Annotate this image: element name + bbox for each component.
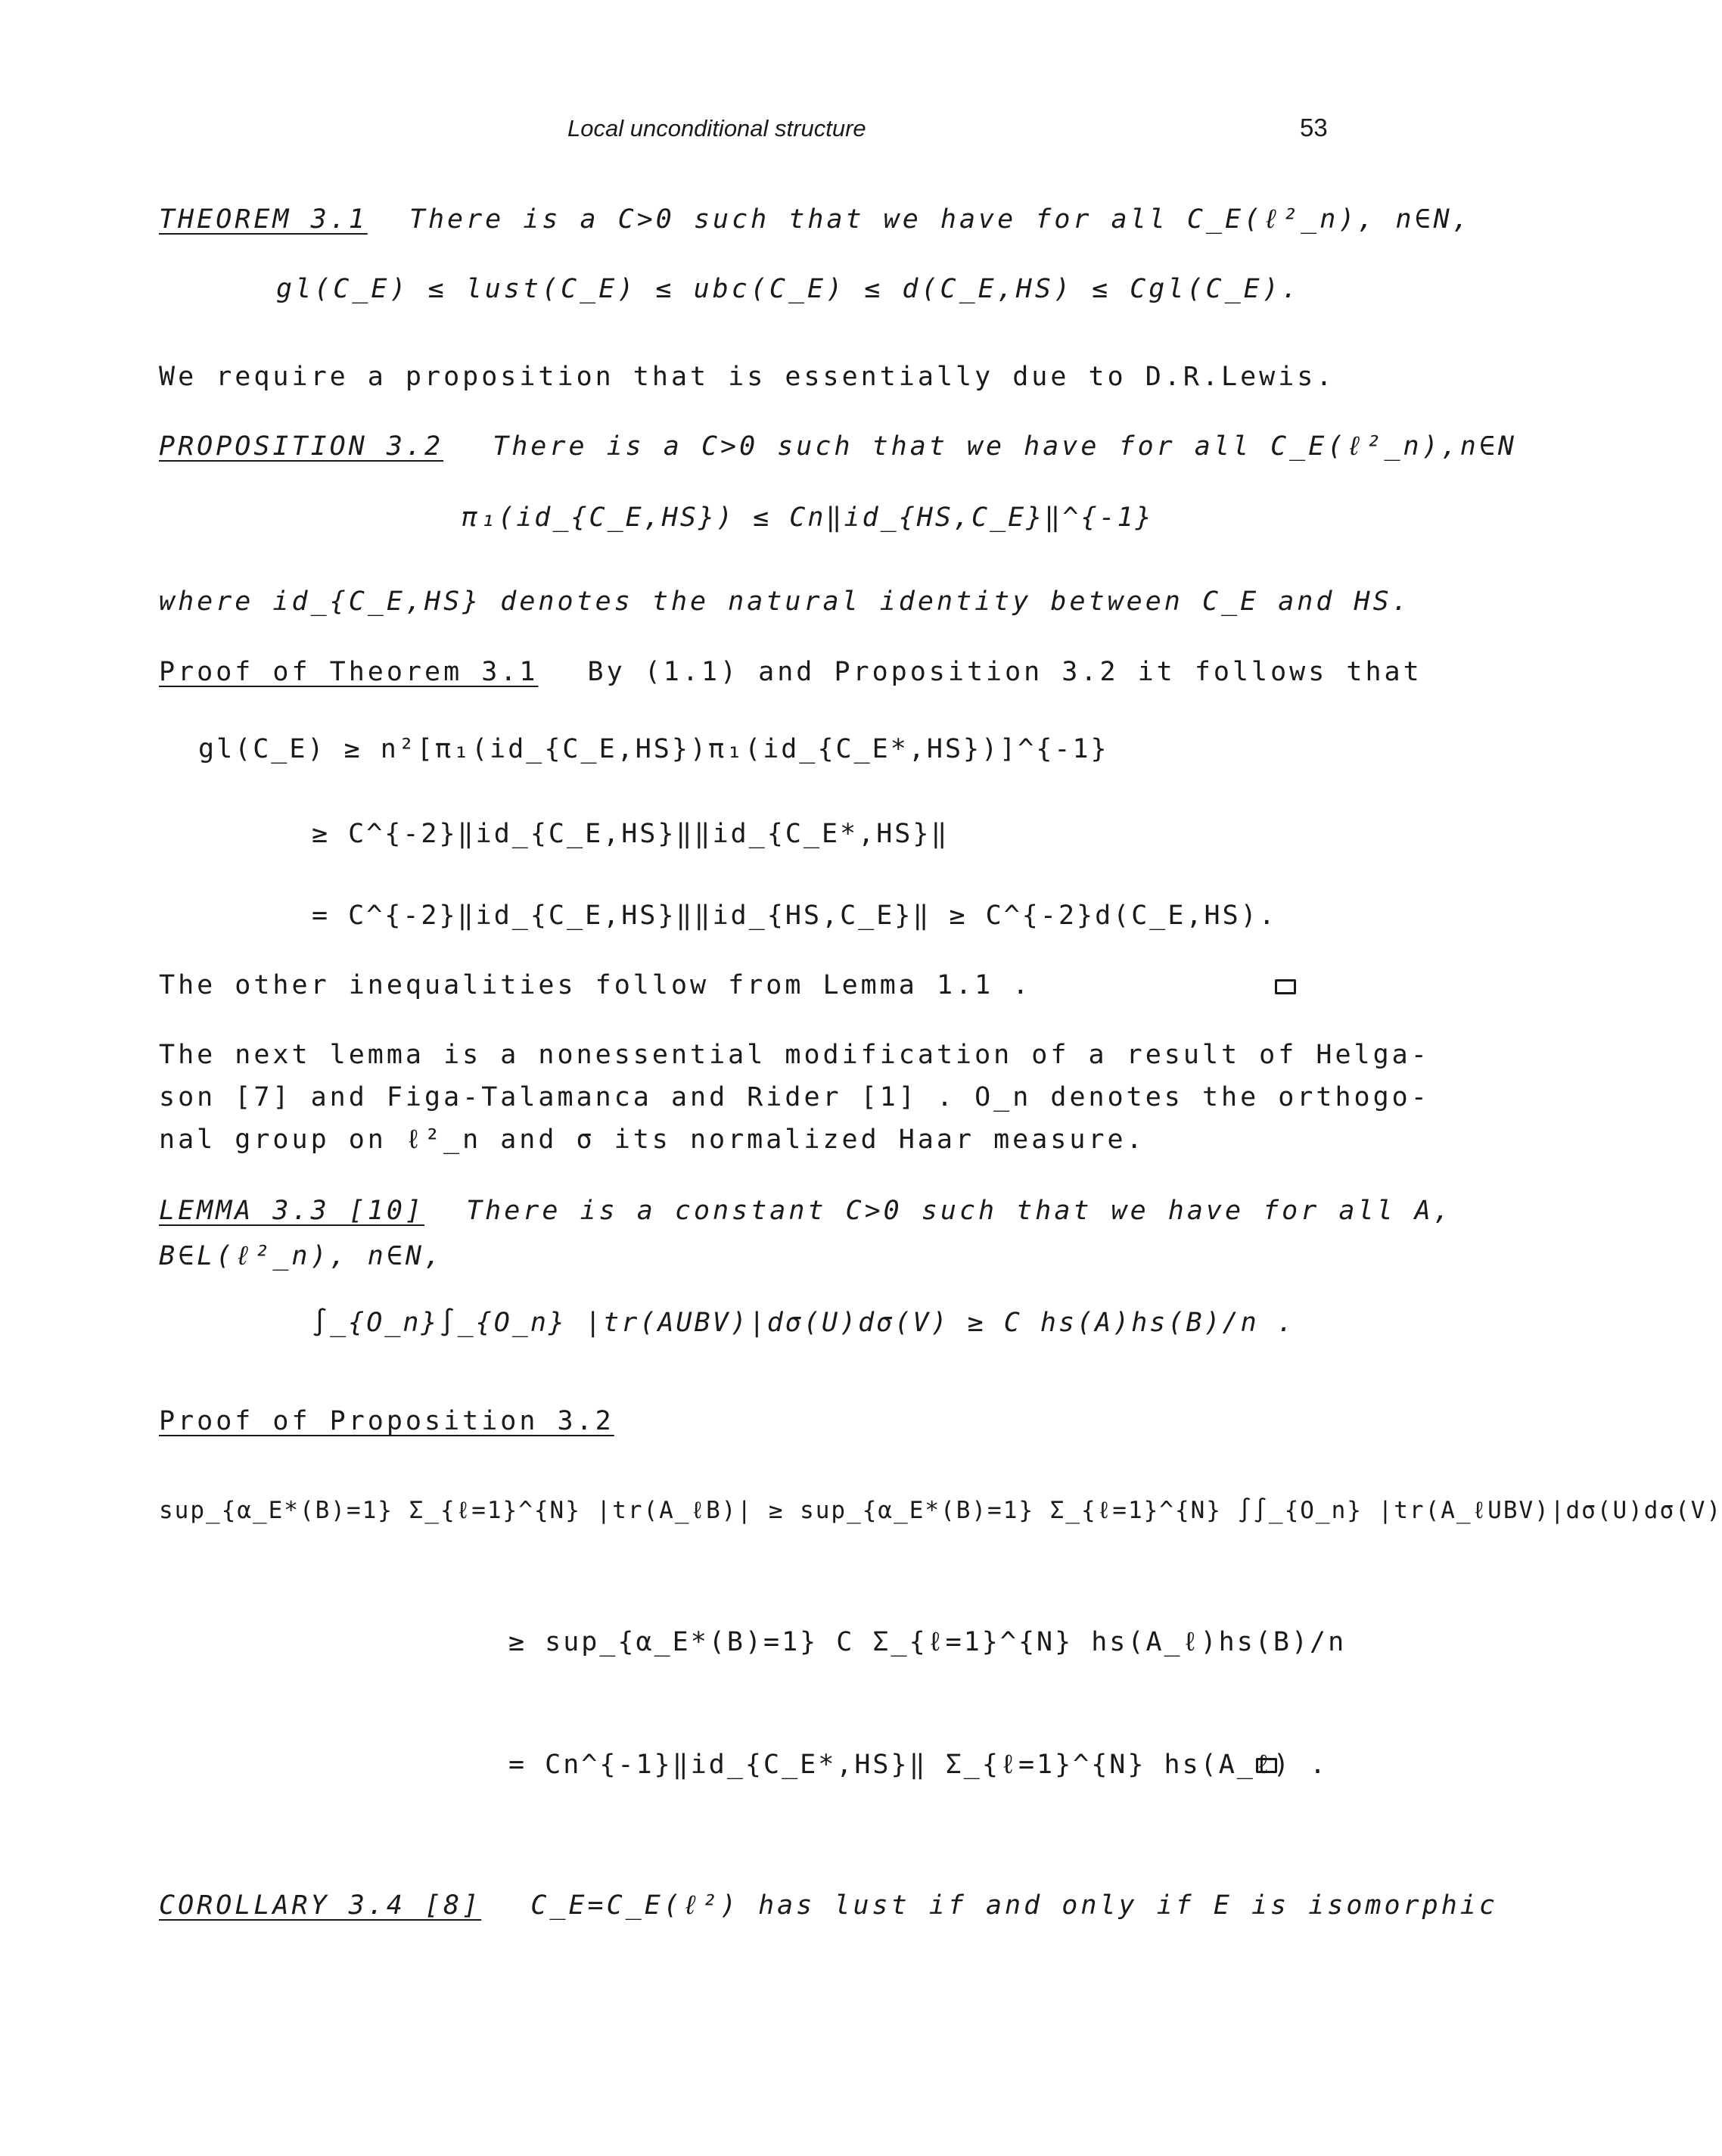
proof-label: Proof of Theorem 3.1	[159, 657, 539, 687]
lemma-intro-line-3: nal group on ℓ²_n and σ its normalized Haar measure.	[159, 1125, 1145, 1155]
proposition-statement: There is a C>0 such that we have for all C_E(ℓ²_n),n∈N	[493, 431, 1517, 462]
lemma-label: LEMMA 3.3 [10]	[159, 1196, 425, 1226]
proof-line-2: ≥ C^{-2}‖id_{C_E,HS}‖‖id_{C_E*,HS}‖	[312, 819, 950, 849]
proposition-where: where id_{C_E,HS} denotes the natural identity between C_E and HS.	[159, 586, 1411, 617]
qed-symbol	[1256, 1758, 1277, 1773]
page-number: 53	[1300, 114, 1328, 142]
lewis-line: We require a proposition that is essentially due to D.R.Lewis.	[159, 362, 1335, 392]
corollary-statement: C_E=C_E(ℓ²) has lust if and only if E is isomorphic	[530, 1890, 1498, 1921]
proof-intro: By (1.1) and Proposition 3.2 it follows that	[587, 657, 1422, 687]
lemma-inequality: ∫_{O_n}∫_{O_n} |tr(AUBV)|dσ(U)dσ(V) ≥ C hs(A)hs(B)/n .	[312, 1308, 1295, 1338]
lemma-3-3	[159, 1196, 1453, 1226]
theorem-3-1	[159, 204, 1472, 236]
theorem-inequality: gl(C_E) ≤ lust(C_E) ≤ ubc(C_E) ≤ d(C_E,HS) ≤ Cgl(C_E).	[276, 274, 1301, 304]
theorem-statement: There is a C>0 such that we have for all C_E(ℓ²_n), n∈N,	[409, 204, 1472, 235]
lemma-statement-1: There is a constant C>0 such that we have for all A,	[466, 1196, 1453, 1226]
lemma-intro-line-1: The next lemma is a nonessential modification of a result of Helga-	[159, 1040, 1430, 1070]
proof-prop-line-1: sup_{α_E*(B)=1} Σ_{ℓ=1}^{N} |tr(A_ℓB)| ≥ sup_{α_E*(B)=1} Σ_{ℓ=1}^{N} ∫∫_{O_n} |tr(A_ℓUBV)|dσ(U)dσ(V)	[159, 1497, 1722, 1524]
proposition-inequality: π₁(id_{C_E,HS}) ≤ Cn‖id_{HS,C_E}‖^{-1}	[462, 502, 1154, 533]
theorem-label: THEOREM 3.1	[159, 204, 368, 235]
proposition-label: PROPOSITION 3.2	[159, 431, 444, 462]
proof-line-1: gl(C_E) ≥ n²[π₁(id_{C_E,HS})π₁(id_{C_E*,HS})]^{-1}	[198, 734, 1109, 764]
proof-prop-line-3: = Cn^{-1}‖id_{C_E*,HS}‖ Σ_{ℓ=1}^{N} hs(A_ℓ) .	[508, 1750, 1329, 1780]
proof-closing: The other inequalities follow from Lemma 1.1 .	[159, 970, 1032, 1000]
corollary-3-4	[159, 1890, 1498, 1922]
proof-prop-line-2: ≥ sup_{α_E*(B)=1} C Σ_{ℓ=1}^{N} hs(A_ℓ)hs(B)/n	[508, 1627, 1347, 1657]
corollary-label: COROLLARY 3.4 [8]	[159, 1890, 482, 1921]
proof-prop-label: Proof of Proposition 3.2	[159, 1406, 614, 1436]
running-title: Local unconditional structure	[567, 115, 866, 142]
lemma-statement-2: B∈L(ℓ²_n), n∈N,	[159, 1241, 444, 1271]
qed-symbol	[1275, 979, 1296, 994]
proof-line-3: = C^{-2}‖id_{C_E,HS}‖‖id_{HS,C_E}‖ ≥ C^{-2}d(C_E,HS).	[312, 901, 1277, 931]
lemma-intro-line-2: son [7] and Figa-Talamanca and Rider [1] . O_n denotes the orthogo-	[159, 1082, 1430, 1112]
proof-theorem-3-1	[159, 657, 1422, 687]
proposition-3-2	[159, 431, 1517, 463]
